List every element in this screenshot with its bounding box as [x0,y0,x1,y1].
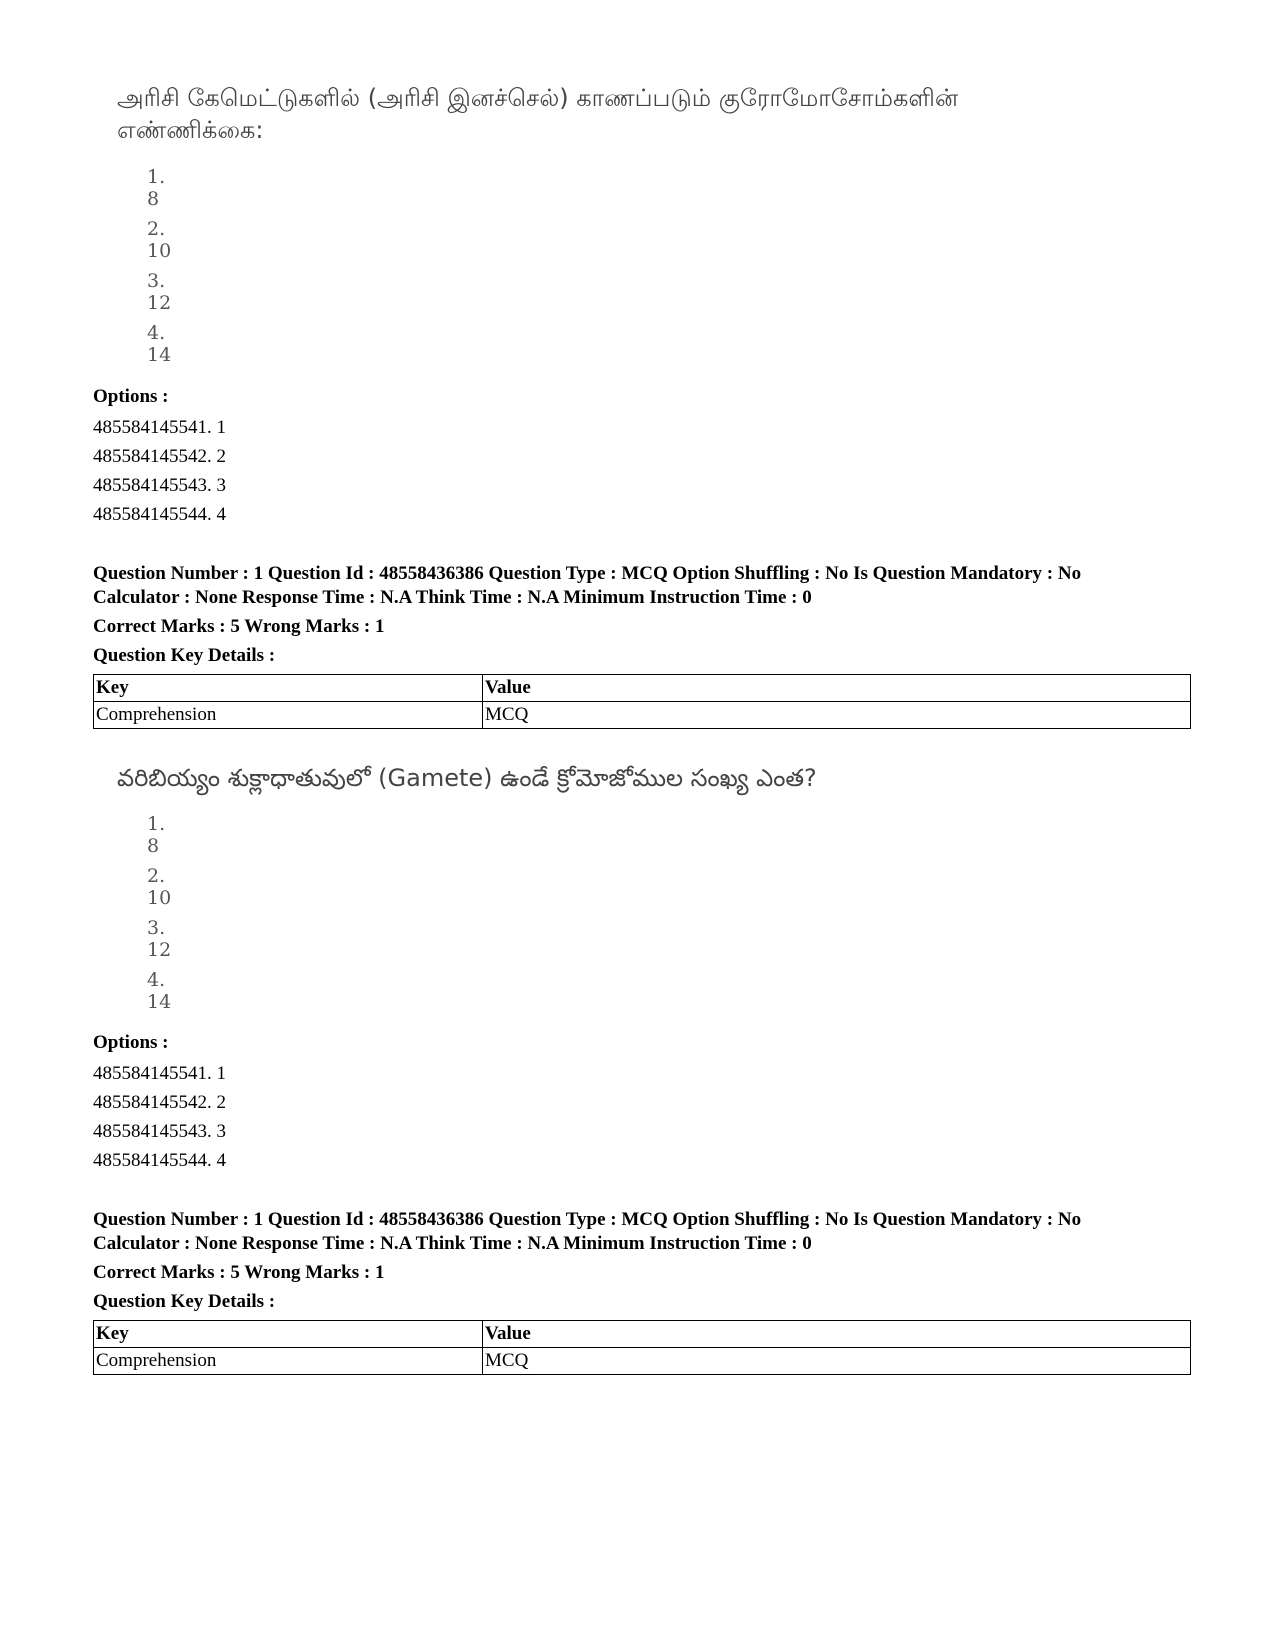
table-row [94,1348,1191,1375]
table-cell-key: Comprehension [94,1348,483,1375]
question-1-choice-4: 4. 14 [147,322,172,366]
question-2-text: వరిబియ్యం శుక్లాధాతువులో (Gamete) ఉండే క్రోమోజోముల సంఖ్య ఎంత? [117,764,817,792]
key-details-table [93,674,1191,729]
question-1-choice-1: 1. 8 [147,166,166,210]
table-header-value: Value [483,675,1191,702]
option-line: 485584145544. 4 [93,1150,226,1171]
question-1-choice-3: 3. 12 [147,270,172,314]
table-cell-value: MCQ [483,1348,1191,1375]
option-line: 485584145541. 1 [93,417,226,438]
option-line: 485584145544. 4 [93,504,226,525]
options-label: Options : [93,1032,169,1053]
option-line: 485584145542. 2 [93,446,226,467]
question-meta-1 [93,562,1193,729]
table-cell-value: MCQ [483,702,1191,729]
question-1-text: அரிசி கேமெட்டுகளில் (அரிசி இனச்செல்) காணப்படும் குரோமோசோம்களின் எண்ணிக்கை: [117,84,959,144]
key-details-label: Question Key Details : [93,645,276,666]
options-section-2 [93,1031,1193,1175]
option-line: 485584145543. 3 [93,475,226,496]
option-line: 485584145543. 3 [93,1121,226,1142]
options-label: Options : [93,386,169,407]
table-header-value: Value [483,1321,1191,1348]
question-2-image [117,762,1117,794]
question-2-choice-4: 4. 14 [147,969,172,1013]
question-2-choice-3: 3. 12 [147,917,172,961]
option-line: 485584145541. 1 [93,1063,226,1084]
table-header-row [94,1321,1191,1348]
table-cell-key: Comprehension [94,702,483,729]
question-meta-line-1: Question Number : 1 Question Id : 48558436386 Question Type : MCQ Option Shuffling : No Is Question Mandatory : No [93,1209,1082,1230]
question-meta-line-1: Question Number : 1 Question Id : 48558436386 Question Type : MCQ Option Shuffling : No Is Question Mandatory : No [93,563,1082,584]
question-meta-line-2: Calculator : None Response Time : N.A Think Time : N.A Minimum Instruction Time : 0 [93,1233,812,1254]
question-1-image [117,82,1117,146]
question-2-choice-1: 1. 8 [147,813,166,857]
key-details-table [93,1320,1191,1375]
key-details-label: Question Key Details : [93,1291,276,1312]
marks-line: Correct Marks : 5 Wrong Marks : 1 [93,616,385,637]
marks-line: Correct Marks : 5 Wrong Marks : 1 [93,1262,385,1283]
question-meta-line-2: Calculator : None Response Time : N.A Think Time : N.A Minimum Instruction Time : 0 [93,587,812,608]
table-header-row [94,675,1191,702]
options-section-1 [93,385,1193,529]
question-1-choice-2: 2. 10 [147,218,172,262]
question-2-choice-2: 2. 10 [147,865,172,909]
question-meta-2 [93,1208,1193,1375]
table-header-key: Key [94,675,483,702]
table-row [94,702,1191,729]
table-header-key: Key [94,1321,483,1348]
option-line: 485584145542. 2 [93,1092,226,1113]
